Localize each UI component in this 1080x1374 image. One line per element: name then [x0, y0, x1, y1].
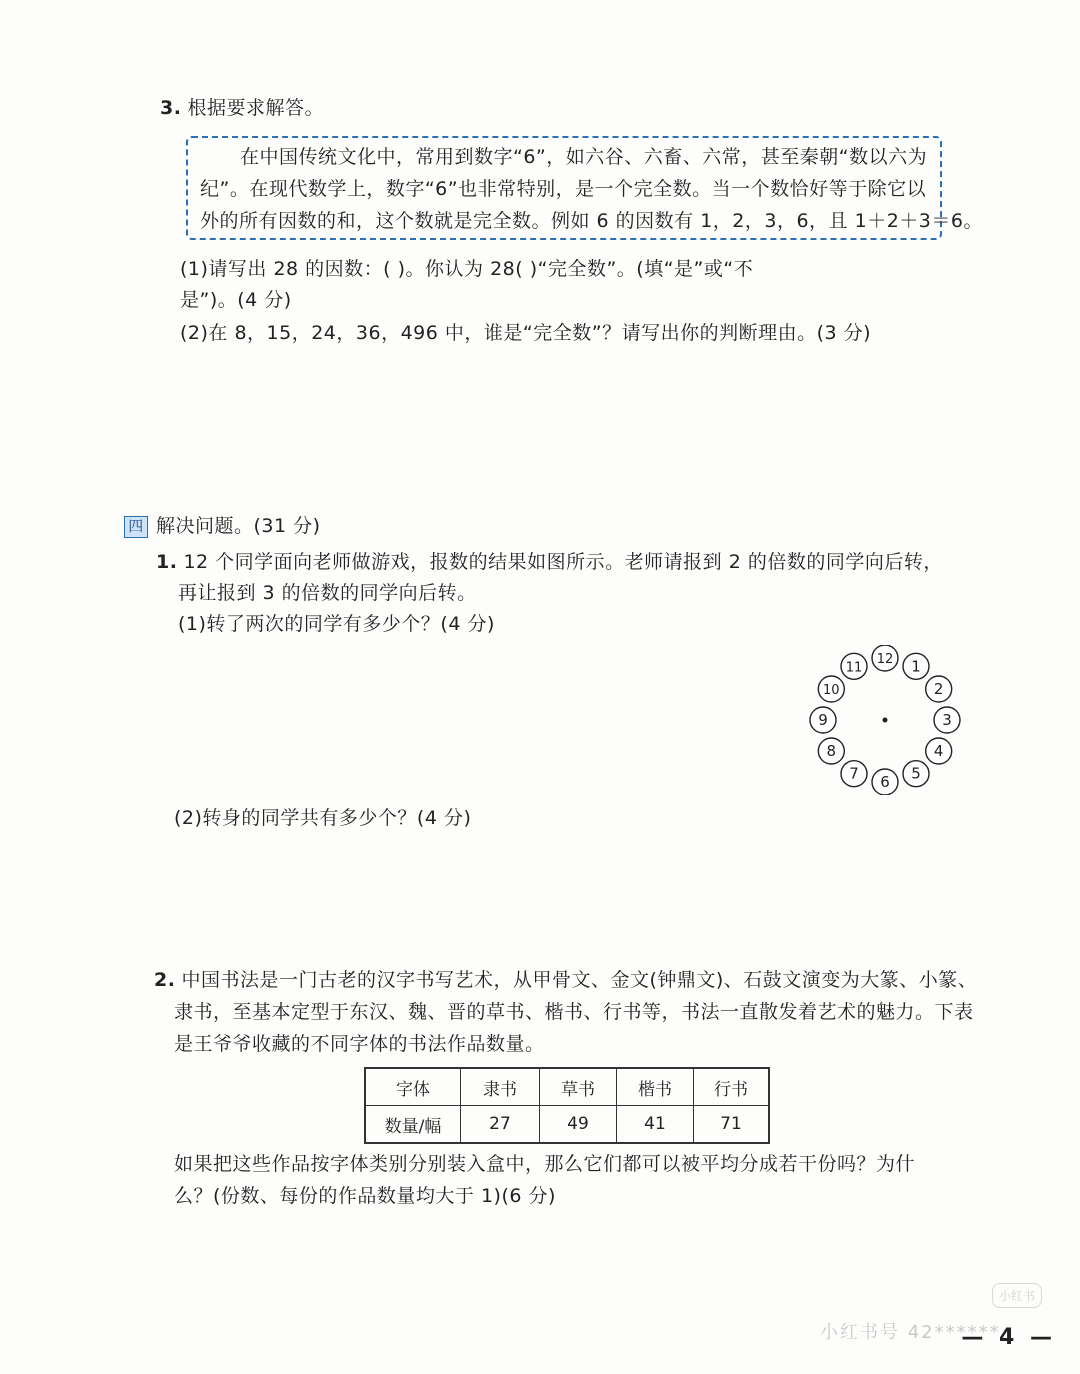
student-number-4: 4: [933, 742, 944, 760]
watermark-text: 小红书号 42******: [820, 1322, 1001, 1343]
q3-number: 3.: [160, 97, 182, 119]
q3-heading: [160, 96, 324, 120]
table-cell: 27: [461, 1106, 540, 1144]
page-number: — 4 —: [961, 1325, 1056, 1350]
number-circle-diagram: [800, 645, 970, 795]
table-cell: 71: [694, 1106, 770, 1144]
student-number-10: 10: [823, 683, 840, 698]
q2-text1: 中国书法是一门古老的汉字书写艺术，从甲骨文、金文(钟鼎文)、石鼓文演变为大篆、小篆、: [181, 969, 978, 991]
q1-sub1: (1)转了两次的同学有多少个？(4 分): [178, 613, 495, 635]
table-header-row: [365, 1068, 769, 1106]
calligraphy-table: [364, 1067, 770, 1144]
q3-box-line-2: 纪”。在现代数学上，数字“6”也非常特别，是一个完全数。当一个数恰好等于除它以: [200, 178, 927, 200]
table-cell: 49: [540, 1106, 617, 1144]
q3-box-line-3: 外的所有因数的和，这个数就是完全数。例如 6 的因数有 1，2，3，6，且 1＋2＋3＝6。: [200, 210, 983, 232]
table-cell: 楷书: [617, 1068, 694, 1106]
section4-heading: [124, 514, 321, 538]
q3-part1-line1: (1)请写出 28 的因数：( )。你认为 28( )“完全数”。(填“是”或“不: [180, 258, 754, 280]
q2-after1: 如果把这些作品按字体类别分别装入盒中，那么它们都可以被平均分成若干份吗？为什: [174, 1153, 916, 1175]
q3-part2: (2)在 8，15，24，36，496 中，谁是“完全数”？请写出你的判断理由。(3 分): [180, 322, 872, 344]
table-cell: 行书: [694, 1068, 770, 1106]
table-cell: 41: [617, 1106, 694, 1144]
q1-line2: 再让报到 3 的倍数的同学向后转。: [178, 582, 477, 604]
q3-title: 根据要求解答。: [187, 97, 324, 119]
student-number-7: 7: [849, 764, 859, 783]
q2-line3: 是王爷爷收藏的不同字体的书法作品数量。: [174, 1033, 545, 1055]
table-cell: 数量/幅: [365, 1106, 461, 1144]
section4-title: 解决问题。(31 分): [156, 515, 321, 537]
q1-number: 1.: [156, 551, 178, 573]
student-number-9: 9: [818, 711, 828, 729]
student-number-5: 5: [911, 764, 921, 783]
student-number-11: 11: [845, 660, 863, 676]
student-number-1: 1: [911, 657, 921, 676]
q2-line1: [154, 968, 977, 992]
student-number-12: 12: [876, 652, 894, 667]
q1-text1: 12 个同学面向老师做游戏，报数的结果如图所示。老师请报到 2 的倍数的同学向后转，: [183, 551, 943, 573]
table-cell: 字体: [365, 1068, 461, 1106]
q2-line2: 隶书，至基本定型于东汉、魏、晋的草书、楷书、行书等，书法一直散发着艺术的魅力。下表: [174, 1001, 974, 1023]
student-number-6: 6: [880, 773, 890, 791]
q1-line1: [156, 550, 943, 574]
student-number-3: 3: [942, 711, 952, 729]
q1-sub2: (2)转身的同学共有多少个？(4 分): [174, 807, 472, 829]
student-number-8: 8: [826, 742, 837, 760]
watermark-logo: 小红书: [992, 1283, 1042, 1308]
q3-part1-line2: 是”)。(4 分): [180, 289, 292, 311]
q2-after2: 么？(份数、每份的作品数量均大于 1)(6 分): [174, 1185, 556, 1207]
table-row: [365, 1106, 769, 1144]
table-cell: 草书: [540, 1068, 617, 1106]
q2-number: 2.: [154, 969, 176, 991]
table-cell: 隶书: [461, 1068, 540, 1106]
q3-box-line-1: 在中国传统文化中，常用到数字“6”，如六谷、六畜、六常，甚至秦朝“数以六为: [240, 146, 928, 168]
section4-badge: 四: [124, 516, 148, 538]
student-number-2: 2: [933, 680, 944, 698]
circle-center-dot: [883, 718, 888, 723]
